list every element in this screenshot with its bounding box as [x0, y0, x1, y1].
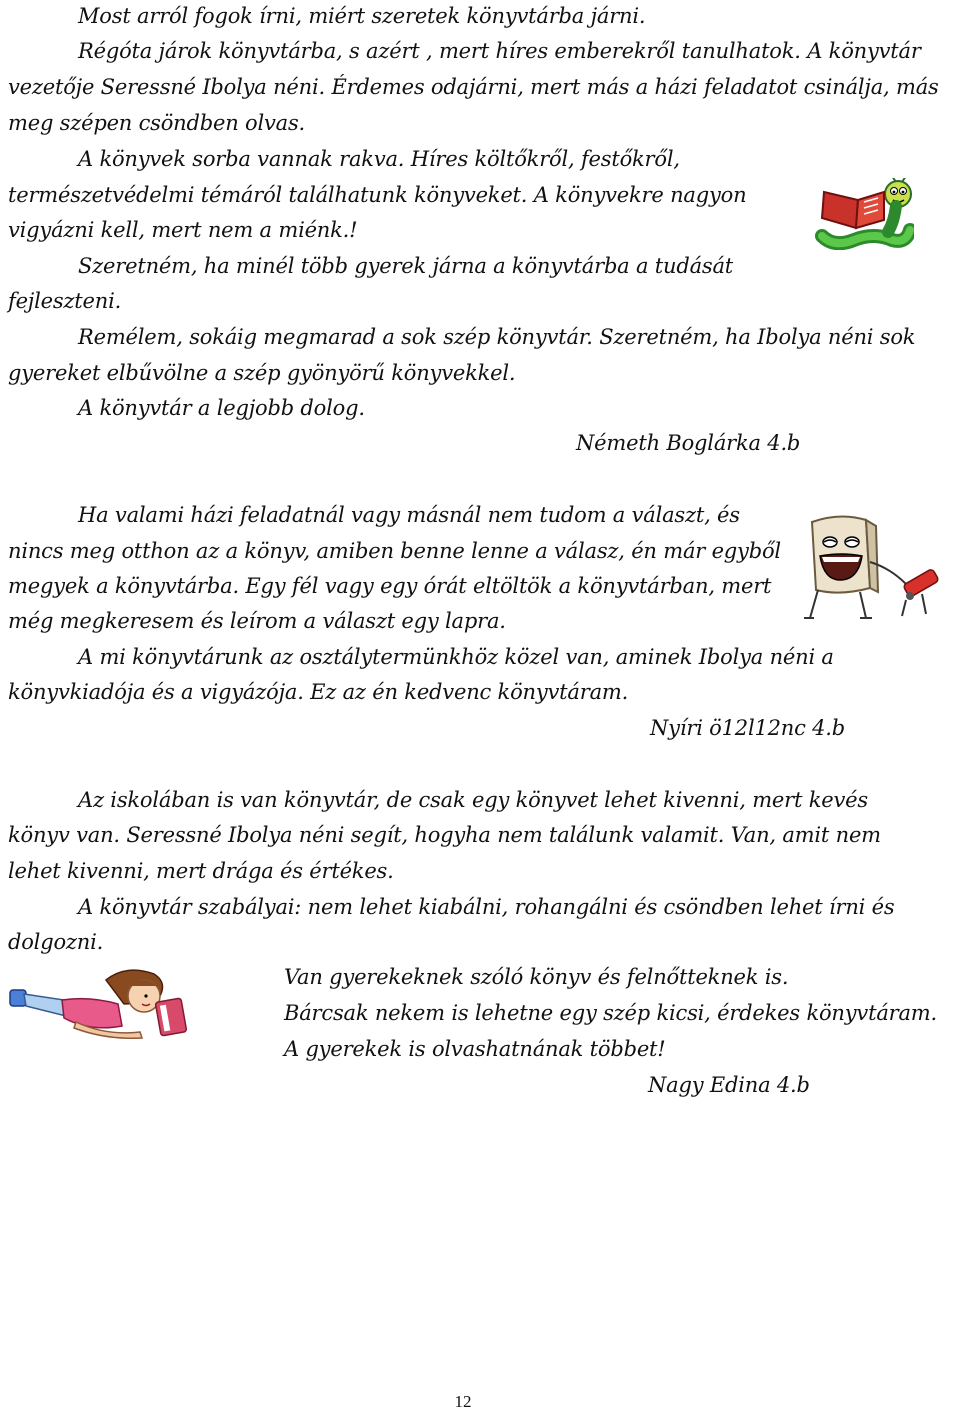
laughing-book-icon: [800, 512, 950, 624]
page-number: 12: [454, 1392, 472, 1411]
essay1-line: Remélem, sokáig megmarad a sok szép könyvtár. Szeretném, ha Ibolya néni sok: [78, 325, 916, 349]
essay1-line: Most arról fogok írni, miért szeretek könyvtárba járni.: [78, 4, 646, 28]
essay3-line: Van gyerekeknek szóló könyv és felnőtteknek is.: [284, 965, 789, 989]
essay3-line: Bárcsak nekem is lehetne egy szép kicsi, érdekes könyvtáram.: [284, 1001, 937, 1025]
essay3-line: Az iskolában is van könyvtár, de csak egy könyvet lehet kivenni, mert kevés: [78, 788, 868, 812]
essay3-line: A gyerekek is olvashatnának többet!: [284, 1037, 666, 1061]
essay3-line: dolgozni.: [8, 930, 104, 954]
essay3-signature: Nagy Edina 4.b: [648, 1073, 810, 1097]
essay2-line: megyek a könyvtárba. Egy fél vagy egy órát eltöltök a könyvtárban, mert: [8, 574, 772, 598]
bookworm-icon: [814, 178, 914, 250]
essay1-signature: Németh Boglárka 4.b: [576, 431, 801, 455]
essay2-line: Ha valami házi feladatnál vagy másnál nem tudom a választ, és: [78, 503, 740, 527]
essay1-line: A könyvtár a legjobb dolog.: [78, 396, 365, 420]
essay1-line: fejleszteni.: [8, 289, 122, 313]
essay2-signature: Nyíri ö12l12nc 4.b: [650, 716, 846, 740]
essay2-line: A mi könyvtárunk az osztálytermünkhöz közel van, aminek Ibolya néni a: [78, 645, 834, 669]
essay2-line: nincs meg otthon az a könyv, amiben benne lenne a válasz, én már egyből: [8, 539, 781, 563]
essay3-line: könyv van. Seressné Ibolya néni segít, hogyha nem találunk valamit. Van, amit nem: [8, 823, 881, 847]
essay1-line: vezetője Seressné Ibolya néni. Érdemes odajárni, mert más a házi feladatot csinálja, más: [8, 75, 939, 99]
essay1-line: A könyvek sorba vannak rakva. Híres költőkről, festőkről,: [78, 147, 680, 171]
essay1-line: természetvédelmi témáról találhatunk könyveket. A könyvekre nagyon: [8, 183, 747, 207]
essay1-line: Régóta járok könyvtárba, s azért , mert híres emberekről tanulhatok. A könyvtár: [78, 39, 921, 63]
essay2-line: még megkeresem és leírom a választ egy lapra.: [8, 609, 506, 633]
reading-girl-icon: [6, 960, 206, 1040]
essay3-line: lehet kivenni, mert drága és értékes.: [8, 859, 394, 883]
essay1-line: vigyázni kell, mert nem a miénk.!: [8, 218, 358, 242]
essay1-line: meg szépen csöndben olvas.: [8, 111, 306, 135]
essay1-line: gyereket elbűvölne a szép gyönyörű könyvekkel.: [8, 361, 516, 385]
essay3-line: A könyvtár szabályai: nem lehet kiabálni, rohangálni és csöndben lehet írni és: [78, 895, 895, 919]
essay2-line: könyvkiadója és a vigyázója. Ez az én kedvenc könyvtáram.: [8, 680, 629, 704]
essay1-line: Szeretném, ha minél több gyerek járna a könyvtárba a tudását: [78, 254, 734, 278]
